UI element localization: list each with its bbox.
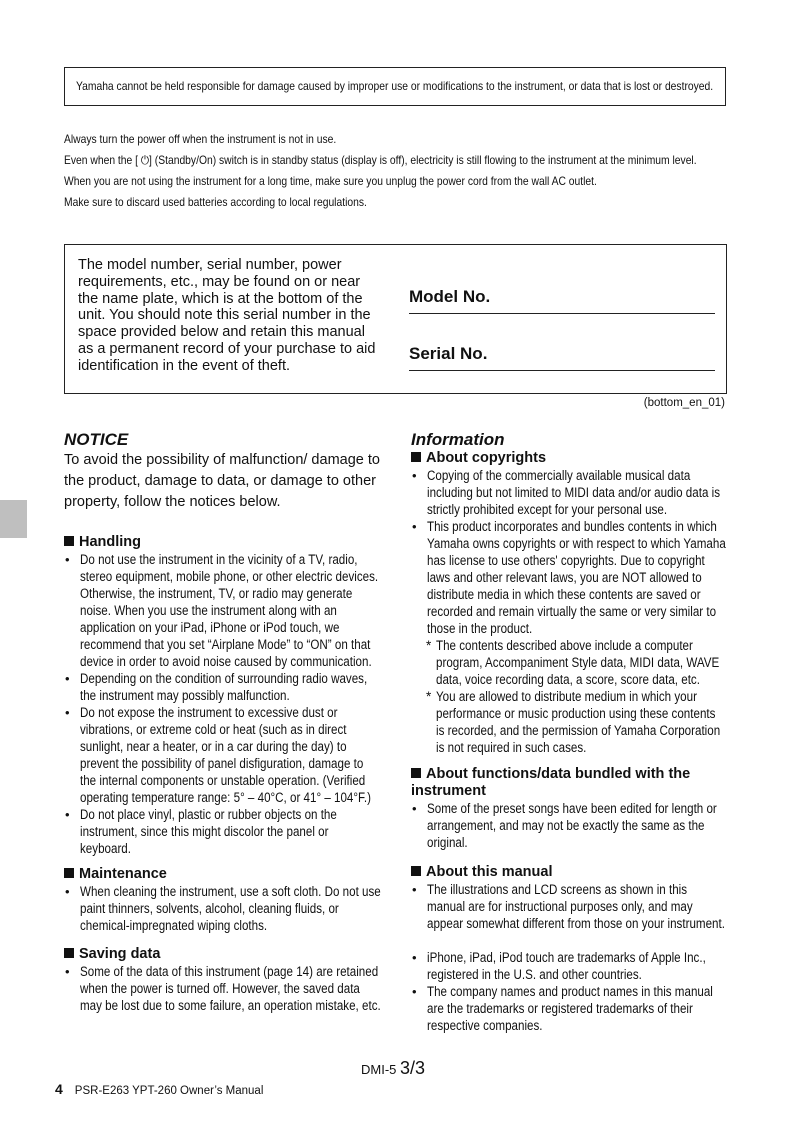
model-no-label: Model No. [409,287,491,306]
power-note: When you are not using the instrument for a long time, make sure you unplug the power cord from the wall AC outlet. [64,174,597,188]
list-item: • The illustrations and LCD screens as shown in this manual are for instructional purposes only, and may appear somewhat different from those on your instrument. [412,882,725,931]
square-bullet-icon [411,866,421,876]
model-serial-box [64,244,727,394]
page-number: 4 [55,1081,63,1097]
side-tab-marker [0,500,27,538]
list-item: • Do not place vinyl, plastic or rubber objects on the instrument, since this might discolor the panel or keyboard. [65,807,337,856]
manual-heading: About this manual [411,864,729,881]
notice-title: NOTICE [64,430,129,449]
serial-no-line [409,370,715,371]
list-item: • Do not use the instrument in the vicinity of a TV, radio, stereo equipment, mobile phone, or other electric devices. Otherwise, the instrument, TV, or radio may generate noise. When you use the instrument along with an application on your iPad, iPhone or iPod touch, we recommend that you set “Airplane Mode” to “ON” on that device in order to avoid noise caused by communication. [65,552,379,669]
square-bullet-icon [411,768,421,778]
list-item: • When cleaning the instrument, use a soft cloth. Do not use paint thinners, solvents, alcohol, cleaning fluids, or chemical-impregnated wiping cloths. [65,884,381,933]
list-item: • Do not expose the instrument to excessive dust or vibrations, or extreme cold or heat (such as in direct sunlight, near a heater, or in a car during the day) to prevent the possibility of panel disfiguration, damage to the internal components or unstable operation. (Verified operating temperature range: 5° – 40°C, or 41° – 104°F.) [65,705,371,805]
reference-code: (bottom_en_01) [643,397,725,409]
square-bullet-icon [411,452,421,462]
information-title: Information [411,430,505,449]
copyrights-heading: About copyrights [411,450,729,467]
list-sub-item: * The contents described above include a computer program, Accompaniment Style data, MIDI data, WAVE data, voice recording data, a score, score data, etc. [426,638,720,687]
maintenance-heading: Maintenance [64,866,382,883]
list-item: • Some of the preset songs have been edited for length or arrangement, and may not be exactly the same as the original. [412,801,717,850]
list-sub-item: * You are allowed to distribute medium in which your performance or music production using these contents is recorded, and the permission of Yamaha Corporation is not required in such cases. [426,689,721,755]
functions-heading: About functions/data bundled with the instrument [411,766,691,799]
list-item: • Copying of the commercially available musical data including but not limited to MIDI data and/or audio data is strictly prohibited except for your personal use. [412,468,721,517]
list-item: • Depending on the condition of surrounding radio waves, the instrument may possibly malfunction. [65,671,368,703]
dmi-code: DMI-5 3/3 [361,1058,426,1078]
power-notes [64,129,791,213]
page-footer [55,1081,263,1097]
power-note: Even when the [ ⏻] (Standby/On) switch is in standby status (display is off), electricity is still flowing to the instrument at the minimum level. [64,153,697,167]
saving-data-heading: Saving data [64,946,382,963]
disclaimer-box [64,67,726,106]
square-bullet-icon [64,948,74,958]
serial-no-label: Serial No. [409,344,488,363]
manual-title: PSR-E263 YPT-260 Owner’s Manual [74,1085,264,1097]
square-bullet-icon [64,868,74,878]
notice-column [64,430,382,1031]
notice-intro: To avoid the possibility of malfunction/ damage to the product, damage to data, or damage to other property, follow the notices below. [64,452,380,510]
information-column [411,430,729,1034]
list-item: • Some of the data of this instrument (page 14) are retained when the power is turned off. However, the saved data may be lost due to some failure, an operation mistake, etc. [65,964,381,1013]
power-note: Always turn the power off when the instrument is not in use. [64,132,337,146]
square-bullet-icon [64,536,74,546]
list-item: • iPhone, iPad, iPod touch are trademarks of Apple Inc., registered in the U.S. and other countries. [412,950,706,982]
model-no-line [409,313,715,314]
power-note: Make sure to discard used batteries according to local regulations. [64,195,367,209]
handling-heading: Handling [64,534,382,551]
list-item: • This product incorporates and bundles contents in which Yamaha owns copyrights or with respect to which Yamaha has license to use others' copyrights. Due to copyright laws and other relevant laws, you are NOT allowed to distribute media in which these contents are saved or recorded and remain virtually the same or very similar to those in the product. [412,519,726,636]
disclaimer-text: Yamaha cannot be held responsible for damage caused by improper use or modifications to the instrument, or data that is lost or destroyed. [76,79,714,93]
list-item: • The company names and product names in this manual are the trademarks or registered trademarks of their respective companies. [412,984,713,1033]
model-box-description: The model number, serial number, power requirements, etc., may be found on or near the name plate, which is at the bottom of the unit. You should note this serial number in the space provided below and retain this manual as a permanent record of your purchase to aid identification in the event of theft. [78,257,376,374]
